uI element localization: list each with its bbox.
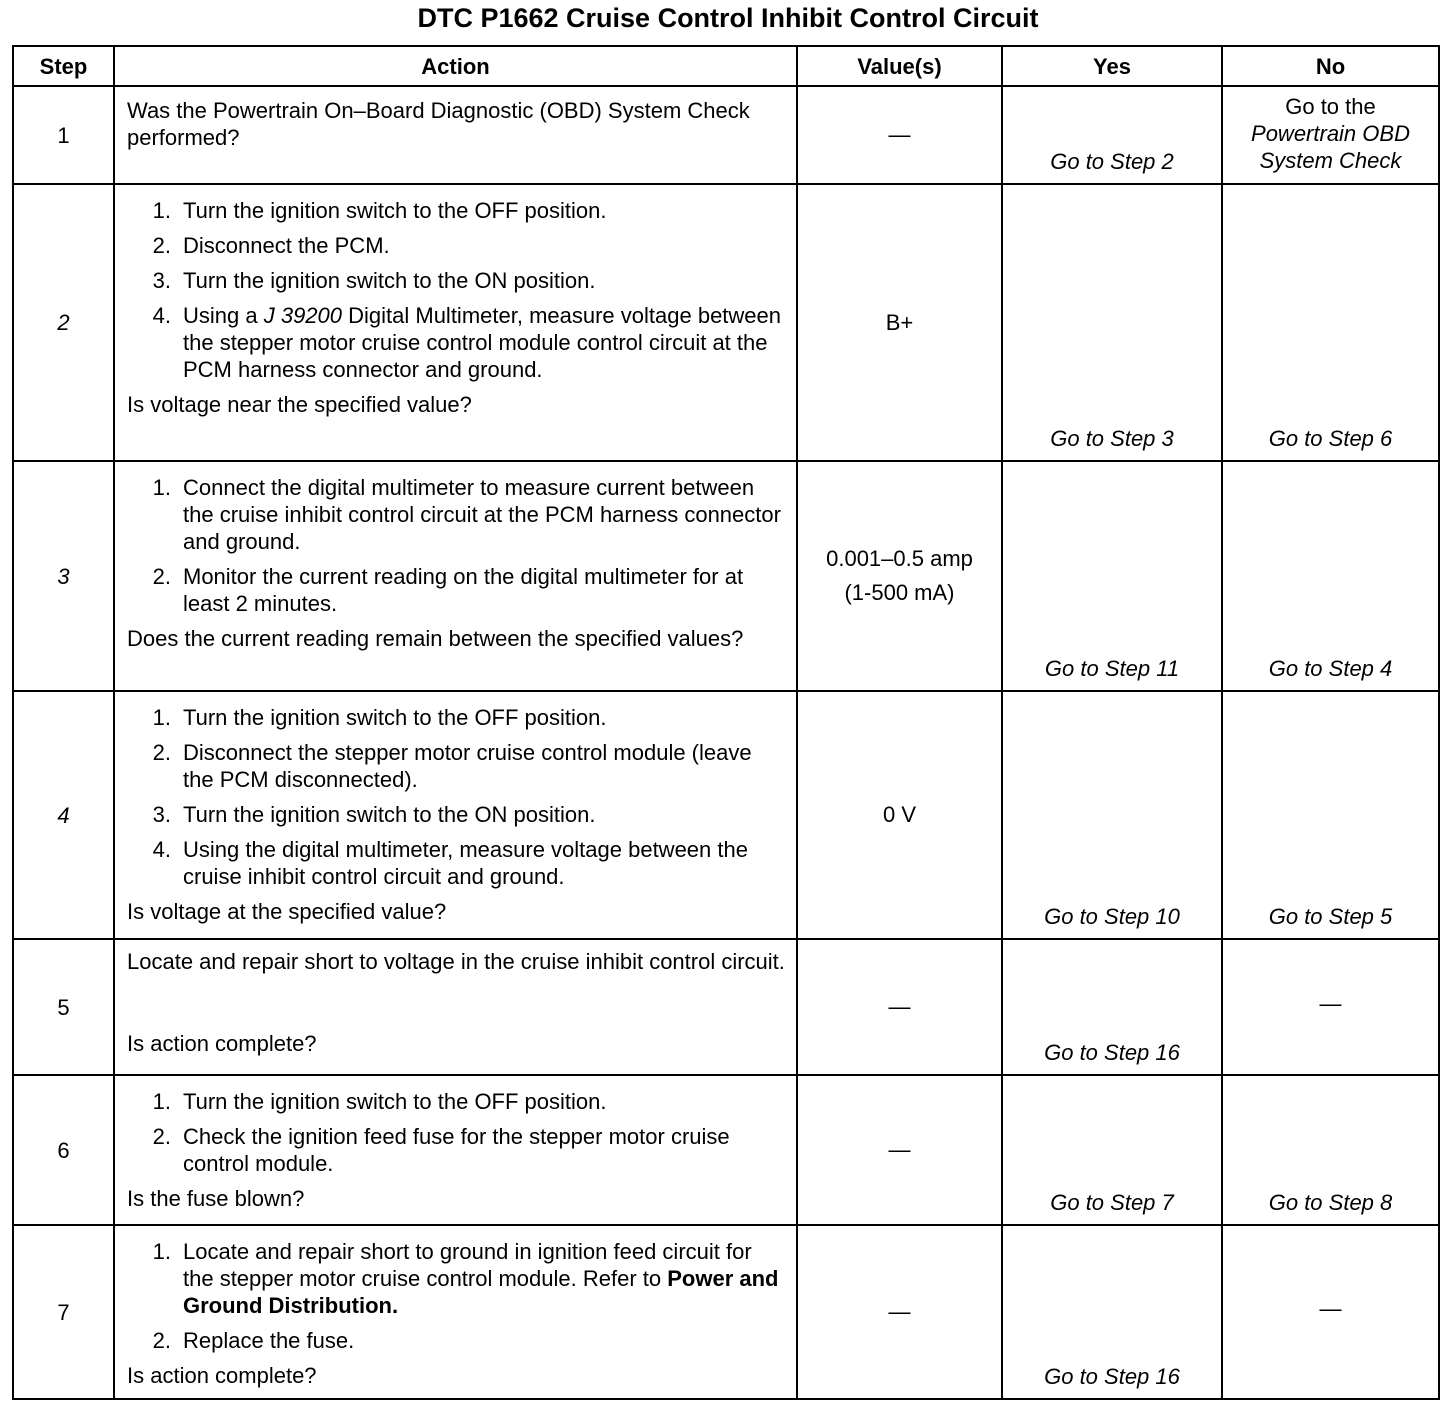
action-question: Does the current reading remain between the specified values? (127, 626, 744, 651)
table-row (13, 86, 1439, 184)
action-step: 3. Turn the ignition switch to the ON position. (152, 268, 596, 293)
no-text-line1: Go to the (1285, 94, 1376, 119)
yes-cell: Go to Step 3 (1002, 184, 1222, 461)
no-cell: Go to Step 5 (1222, 691, 1439, 939)
action-question: Is action complete? (127, 1363, 317, 1388)
yes-cell: Go to Step 10 (1002, 691, 1222, 939)
yes-cell: Go to Step 11 (1002, 461, 1222, 691)
action-step: 2. Monitor the current reading on the digital multimeter for at least 2 minutes. (152, 564, 744, 616)
value-cell: — (797, 1225, 1002, 1399)
action-steps (127, 1238, 786, 1354)
action-step: 4. Using the digital multimeter, measure voltage between the cruise inhibit control circuit and ground. (152, 837, 748, 889)
value-cell (797, 461, 1002, 691)
action-step: 4. Using a J 39200 Digital Multimeter, measure voltage between the stepper motor cruise control module control circuit at the PCM harness connector and ground. (152, 303, 782, 382)
value-cell: — (797, 939, 1002, 1075)
action-steps (127, 704, 786, 890)
value-cell: 0 V (797, 691, 1002, 939)
yes-cell: Go to Step 2 (1002, 86, 1222, 184)
diagnostic-table (12, 45, 1440, 1400)
header-values: Value(s) (797, 46, 1002, 86)
header-yes: Yes (1002, 46, 1222, 86)
action-cell (114, 184, 797, 461)
no-cell: Go to Step 6 (1222, 184, 1439, 461)
table-row (13, 691, 1439, 939)
action-cell (114, 461, 797, 691)
action-steps (127, 197, 786, 383)
no-cell: — (1222, 1225, 1439, 1399)
value-line2: (1-500 mA) (844, 580, 955, 605)
step-number: 6 (13, 1075, 114, 1225)
action-cell (114, 1075, 797, 1225)
action-question: Is the fuse blown? (127, 1186, 305, 1211)
step-number: 2 (13, 184, 114, 461)
action-question: Is voltage at the specified value? (127, 899, 447, 924)
action-cell (114, 691, 797, 939)
table-row (13, 939, 1439, 1075)
table-header-row (13, 46, 1439, 86)
value-cell: — (797, 1075, 1002, 1225)
no-cell (1222, 86, 1439, 184)
action-steps (127, 1088, 786, 1177)
action-cell (114, 1225, 797, 1399)
step-number: 5 (13, 939, 114, 1075)
yes-cell: Go to Step 16 (1002, 1225, 1222, 1399)
step-number: 3 (13, 461, 114, 691)
no-cell: Go to Step 8 (1222, 1075, 1439, 1225)
no-cell: Go to Step 4 (1222, 461, 1439, 691)
table-row (13, 461, 1439, 691)
action-cell (114, 86, 797, 184)
value-cell: — (797, 86, 1002, 184)
header-no: No (1222, 46, 1439, 86)
yes-cell: Go to Step 7 (1002, 1075, 1222, 1225)
action-step: 1. Connect the digital multimeter to measure current between the cruise inhibit control circuit at the PCM harness connector and ground. (152, 475, 781, 554)
action-step: 1. Locate and repair short to ground in ignition feed circuit for the stepper motor cruise control module. Refer to Power and Ground Distribution. (152, 1239, 779, 1318)
action-question: Is action complete? (127, 1031, 317, 1056)
step-number: 7 (13, 1225, 114, 1399)
value-cell: B+ (797, 184, 1002, 461)
step-number: 4 (13, 691, 114, 939)
action-step: 2. Replace the fuse. (152, 1328, 355, 1353)
cross-reference: Power and Ground Distribution. (183, 1266, 779, 1318)
header-step: Step (13, 46, 114, 86)
tool-reference: J 39200 (263, 303, 343, 328)
page-title: DTC P1662 Cruise Control Inhibit Control Circuit (417, 3, 1039, 33)
step-number: 1 (13, 86, 114, 184)
no-cell: — (1222, 939, 1439, 1075)
action-step: 1. Turn the ignition switch to the OFF position. (152, 705, 607, 730)
value-line1: 0.001–0.5 amp (826, 546, 973, 571)
action-step: 2. Disconnect the stepper motor cruise control module (leave the PCM disconnected). (152, 740, 752, 792)
action-step: 1. Turn the ignition switch to the OFF position. (152, 198, 607, 223)
action-cell (114, 939, 797, 1075)
action-text: Was the Powertrain On–Board Diagnostic (OBD) System Check performed? (127, 98, 750, 150)
header-action: Action (114, 46, 797, 86)
action-steps (127, 474, 786, 617)
action-step: 2. Disconnect the PCM. (152, 233, 390, 258)
yes-cell: Go to Step 16 (1002, 939, 1222, 1075)
action-text: Locate and repair short to voltage in the cruise inhibit control circuit. (127, 949, 785, 974)
action-step: 3. Turn the ignition switch to the ON position. (152, 802, 596, 827)
table-row (13, 1075, 1439, 1225)
table-row (13, 184, 1439, 461)
action-step: 2. Check the ignition feed fuse for the stepper motor cruise control module. (152, 1124, 730, 1176)
action-question: Is voltage near the specified value? (127, 392, 472, 417)
table-row (13, 1225, 1439, 1399)
action-step: 1. Turn the ignition switch to the OFF position. (152, 1089, 607, 1114)
no-text-ref: Powertrain OBD System Check (1251, 121, 1410, 173)
